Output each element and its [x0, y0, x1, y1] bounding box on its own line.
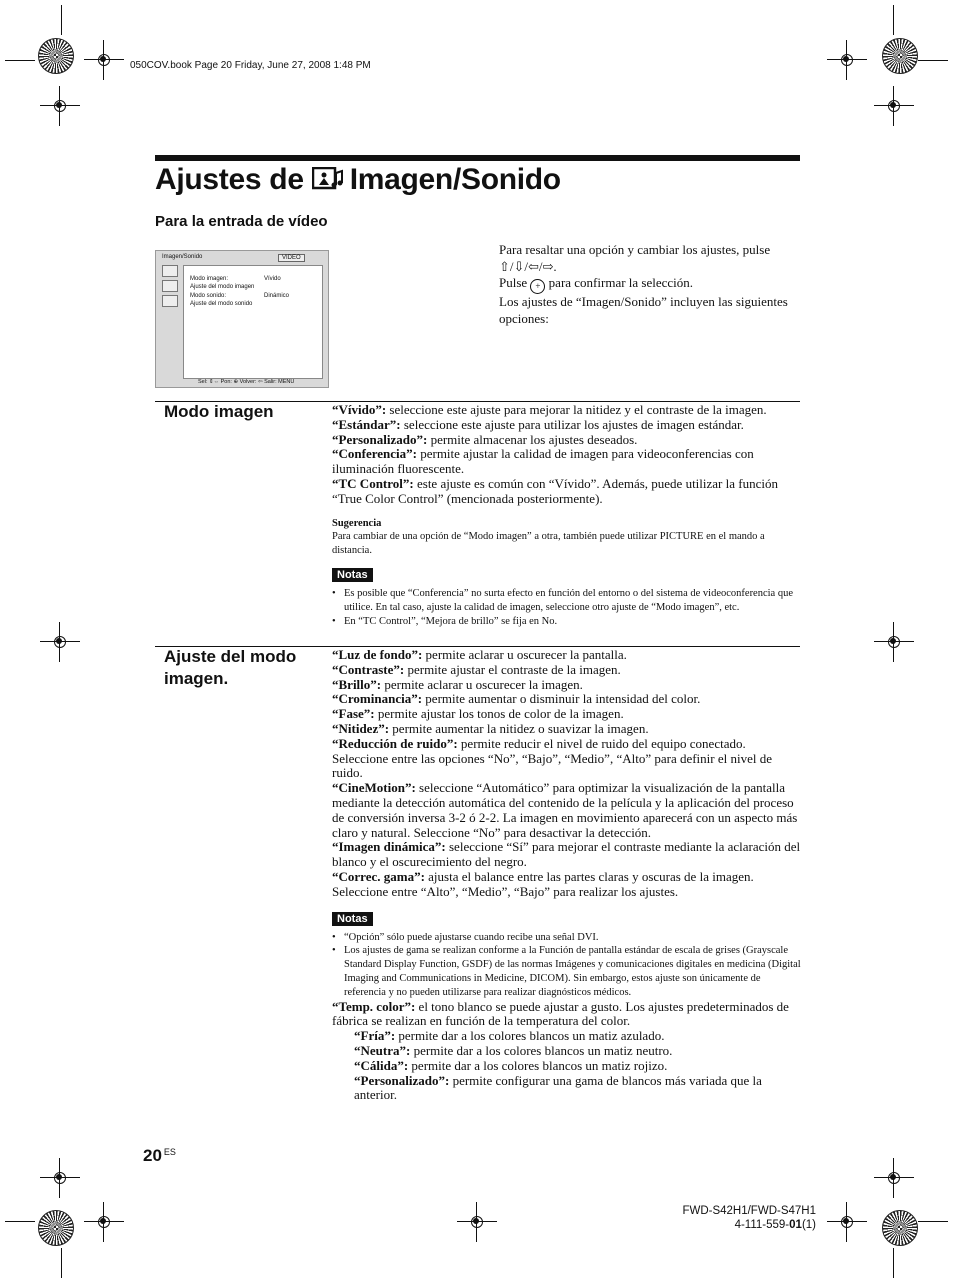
title-prefix: Ajustes de: [155, 163, 304, 196]
notes-label: Notas: [332, 568, 373, 582]
crop-mark-icon: [84, 40, 124, 80]
notes-list: [332, 931, 802, 1000]
page-number: 20 $^{ES}$: [143, 1146, 176, 1165]
intro-text: [499, 242, 799, 327]
menu-row-value: Vívido: [264, 276, 281, 282]
option-item: “Reducción de ruido”: permite reducir el nivel de ruido del equipo conectado. Seleccione entre las opciones “No”, “Bajo”, “Medio”, “Alto” para definir el nivel de ruido.: [332, 735, 773, 781]
intro-line2b: para confirmar la selección.: [548, 275, 694, 290]
model-code: 4-111-559-01(1): [734, 1219, 816, 1231]
menu-title: Imagen/Sonido: [162, 254, 203, 260]
book-info: 050COV.book Page 20 Friday, June 27, 2008 1:48 PM: [130, 60, 371, 71]
option-item: “Personalizado”: permite almacenar los ajustes deseados.: [332, 431, 638, 447]
menu-screen: [183, 265, 323, 379]
menu-side-icons: [162, 265, 178, 310]
crop-mark-icon: [827, 40, 867, 80]
crop-mark-icon: [874, 622, 914, 662]
crop-line: [5, 1221, 35, 1222]
registration-starburst: [882, 38, 918, 74]
hint-text: Para cambiar de una opción de “Modo imagen” a otra, también puede utilizar PICTURE en el mando a distancia.: [332, 531, 765, 556]
notes-list: [332, 587, 802, 628]
subheading: Para la entrada de vídeo: [155, 213, 328, 230]
title-bar: [155, 155, 800, 161]
intro-line2a: Pulse: [499, 275, 528, 290]
enter-button-icon: +: [530, 279, 545, 294]
menu-row-label: Modo sonido:: [190, 293, 227, 299]
note-item: • En “TC Control”, “Mejora de brillo” se fija en No.: [332, 615, 802, 629]
option-item: “Conferencia”: permite ajustar la calidad de imagen para videoconferencias con iluminación fluorescente.: [332, 446, 754, 477]
notes-label: Notas: [332, 912, 373, 926]
picture-sound-menu-icon: [312, 165, 344, 189]
crop-line: [893, 5, 894, 35]
option-item: “Nitidez”: permite aumentar la nitidez o suavizar la imagen.: [332, 720, 649, 736]
temp-option: “Fría”: permite dar a los colores blancos un matiz azulado.: [354, 1028, 665, 1044]
crop-mark-icon: [84, 1202, 124, 1242]
registration-starburst: [38, 38, 74, 74]
crop-mark-icon: [40, 86, 80, 126]
option-item: “Fase”: permite ajustar los tonos de color de la imagen.: [332, 706, 624, 722]
crop-mark-icon: [874, 86, 914, 126]
option-item: “Contraste”: permite ajustar el contraste de la imagen.: [332, 661, 621, 677]
temp-option: “Personalizado”: permite configurar una gama de blancos más variada que la anterior.: [354, 1072, 762, 1103]
registration-starburst: [882, 1210, 918, 1246]
option-item: “Estándar”: seleccione este ajuste para utilizar los ajustes de imagen estándar.: [332, 416, 744, 432]
ajuste-modo-body: [332, 648, 802, 1103]
note-item: • “Opción” sólo puede ajustarse cuando recibe una señal DVI.: [332, 931, 802, 945]
note-item: • Los ajustes de gama se realizan conforme a la Función de pantalla estándar de escala de grises (Grayscale Standard Display Function, GSDF) de las normas Imágenes y comunicaciones digitales en medicina (Digital Imaging and Communications in Medicine, DICOM). Sin embargo, estos ajuste son únicamente de referencia y no pueden utilizarse para realizar diagnósticos médicos.: [332, 944, 802, 999]
option-item: “Luz de fondo”: permite aclarar u oscurecer la pantalla.: [332, 647, 627, 662]
option-item: “Imagen dinámica”: seleccione “Sí” para mejorar el contraste mediante la aclaración del blanco y el oscurecimiento del negro.: [332, 839, 801, 870]
section-heading-ajuste-modo: Ajuste del modo imagen.: [164, 647, 297, 688]
crop-mark-icon: [457, 1202, 497, 1242]
crop-mark-icon: [40, 622, 80, 662]
input-badge: VIDEO: [278, 254, 305, 262]
intro-line1: Para resaltar una opción y cambiar los ajustes, pulse: [499, 242, 771, 257]
option-item: “Brillo”: permite aclarar u oscurecer la imagen.: [332, 676, 583, 692]
option-item: “Correc. gama”: ajusta el balance entre las partes claras y oscuras de la imagen. Seleccione entre “Alto”, “Medio”, “Bajo” para realizar los ajustes.: [332, 868, 754, 899]
crop-line: [918, 60, 948, 61]
menu-screenshot: [155, 250, 329, 388]
option-item: “Vívido”: seleccione este ajuste para mejorar la nitidez y el contraste de la imagen.: [332, 402, 767, 417]
option-item: “CineMotion”: seleccione “Automático” para optimizar la visualización de la pantalla mediante la detección automática del contenido de la película y la aplicación del proceso de conversión inversa 3-2 ó 2-2. La imagen en movimiento aparecerá con un aspecto más claro y natural. Seleccione “No” para desactivar la detección.: [332, 780, 798, 840]
option-item: “Crominancia”: permite aumentar o disminuir la intensidad del color.: [332, 691, 701, 707]
hint-title: Sugerencia: [332, 517, 382, 529]
model-info: [650, 1204, 816, 1232]
menu-row-value: Dinámico: [264, 293, 290, 299]
crop-line: [5, 60, 35, 61]
modo-imagen-body: [332, 403, 802, 628]
intro-arrows: ⇧/⇩/⇦/⇨.: [499, 258, 557, 274]
registration-starburst: [38, 1210, 74, 1246]
crop-line: [893, 1248, 894, 1278]
menu-row-label: Modo imagen:: [190, 276, 229, 282]
page-title: [155, 163, 561, 197]
model-name: FWD-S42H1/FWD-S47H1: [682, 1205, 816, 1217]
crop-mark-icon: [40, 1158, 80, 1198]
crop-mark-icon: [874, 1158, 914, 1198]
menu-row-label: Ajuste del modo imagen: [190, 284, 255, 290]
screen-menu-icon: [162, 280, 178, 292]
intro-line3: Los ajustes de “Imagen/Sonido” incluyen las siguientes opciones:: [499, 294, 788, 326]
note-item: • Es posible que “Conferencia” no surta efecto en función del entorno o del sistema de videoconferencia que utilice. En tal caso, ajuste la calidad de imagen, seleccione otro ajuste de “Modo imagen”, etc.: [332, 587, 802, 615]
title-suffix: Imagen/Sonido: [349, 163, 561, 196]
menu-row-label: Ajuste del modo sonido: [190, 301, 253, 307]
picture-menu-icon: [162, 265, 178, 277]
crop-mark-icon: [827, 1202, 867, 1242]
menu-footer: Sel: ⇕⇔ Pon: ⊕ Volver: ⇦ Salir: MENU: [198, 379, 295, 385]
crop-line: [61, 1248, 62, 1278]
option-item: “Temp. color”: el tono blanco se puede ajustar a gusto. Los ajustes predeterminados de fábrica se realizan en función de la temperatura del color.: [332, 998, 789, 1029]
option-item: “TC Control”: este ajuste es común con “Vívido”. Además, puede utilizar la función “True Color Control” (mencionada posteriormente).: [332, 475, 778, 506]
temp-option: “Neutra”: permite dar a los colores blancos un matiz neutro.: [354, 1042, 673, 1058]
language-code: ES: [163, 1147, 176, 1157]
section-heading-modo-imagen: Modo imagen: [164, 402, 274, 421]
crop-line: [61, 5, 62, 35]
crop-line: [918, 1221, 948, 1222]
temp-option: “Cálida”: permite dar a los colores blancos un matiz rojizo.: [354, 1057, 668, 1073]
setup-menu-icon: [162, 295, 178, 307]
